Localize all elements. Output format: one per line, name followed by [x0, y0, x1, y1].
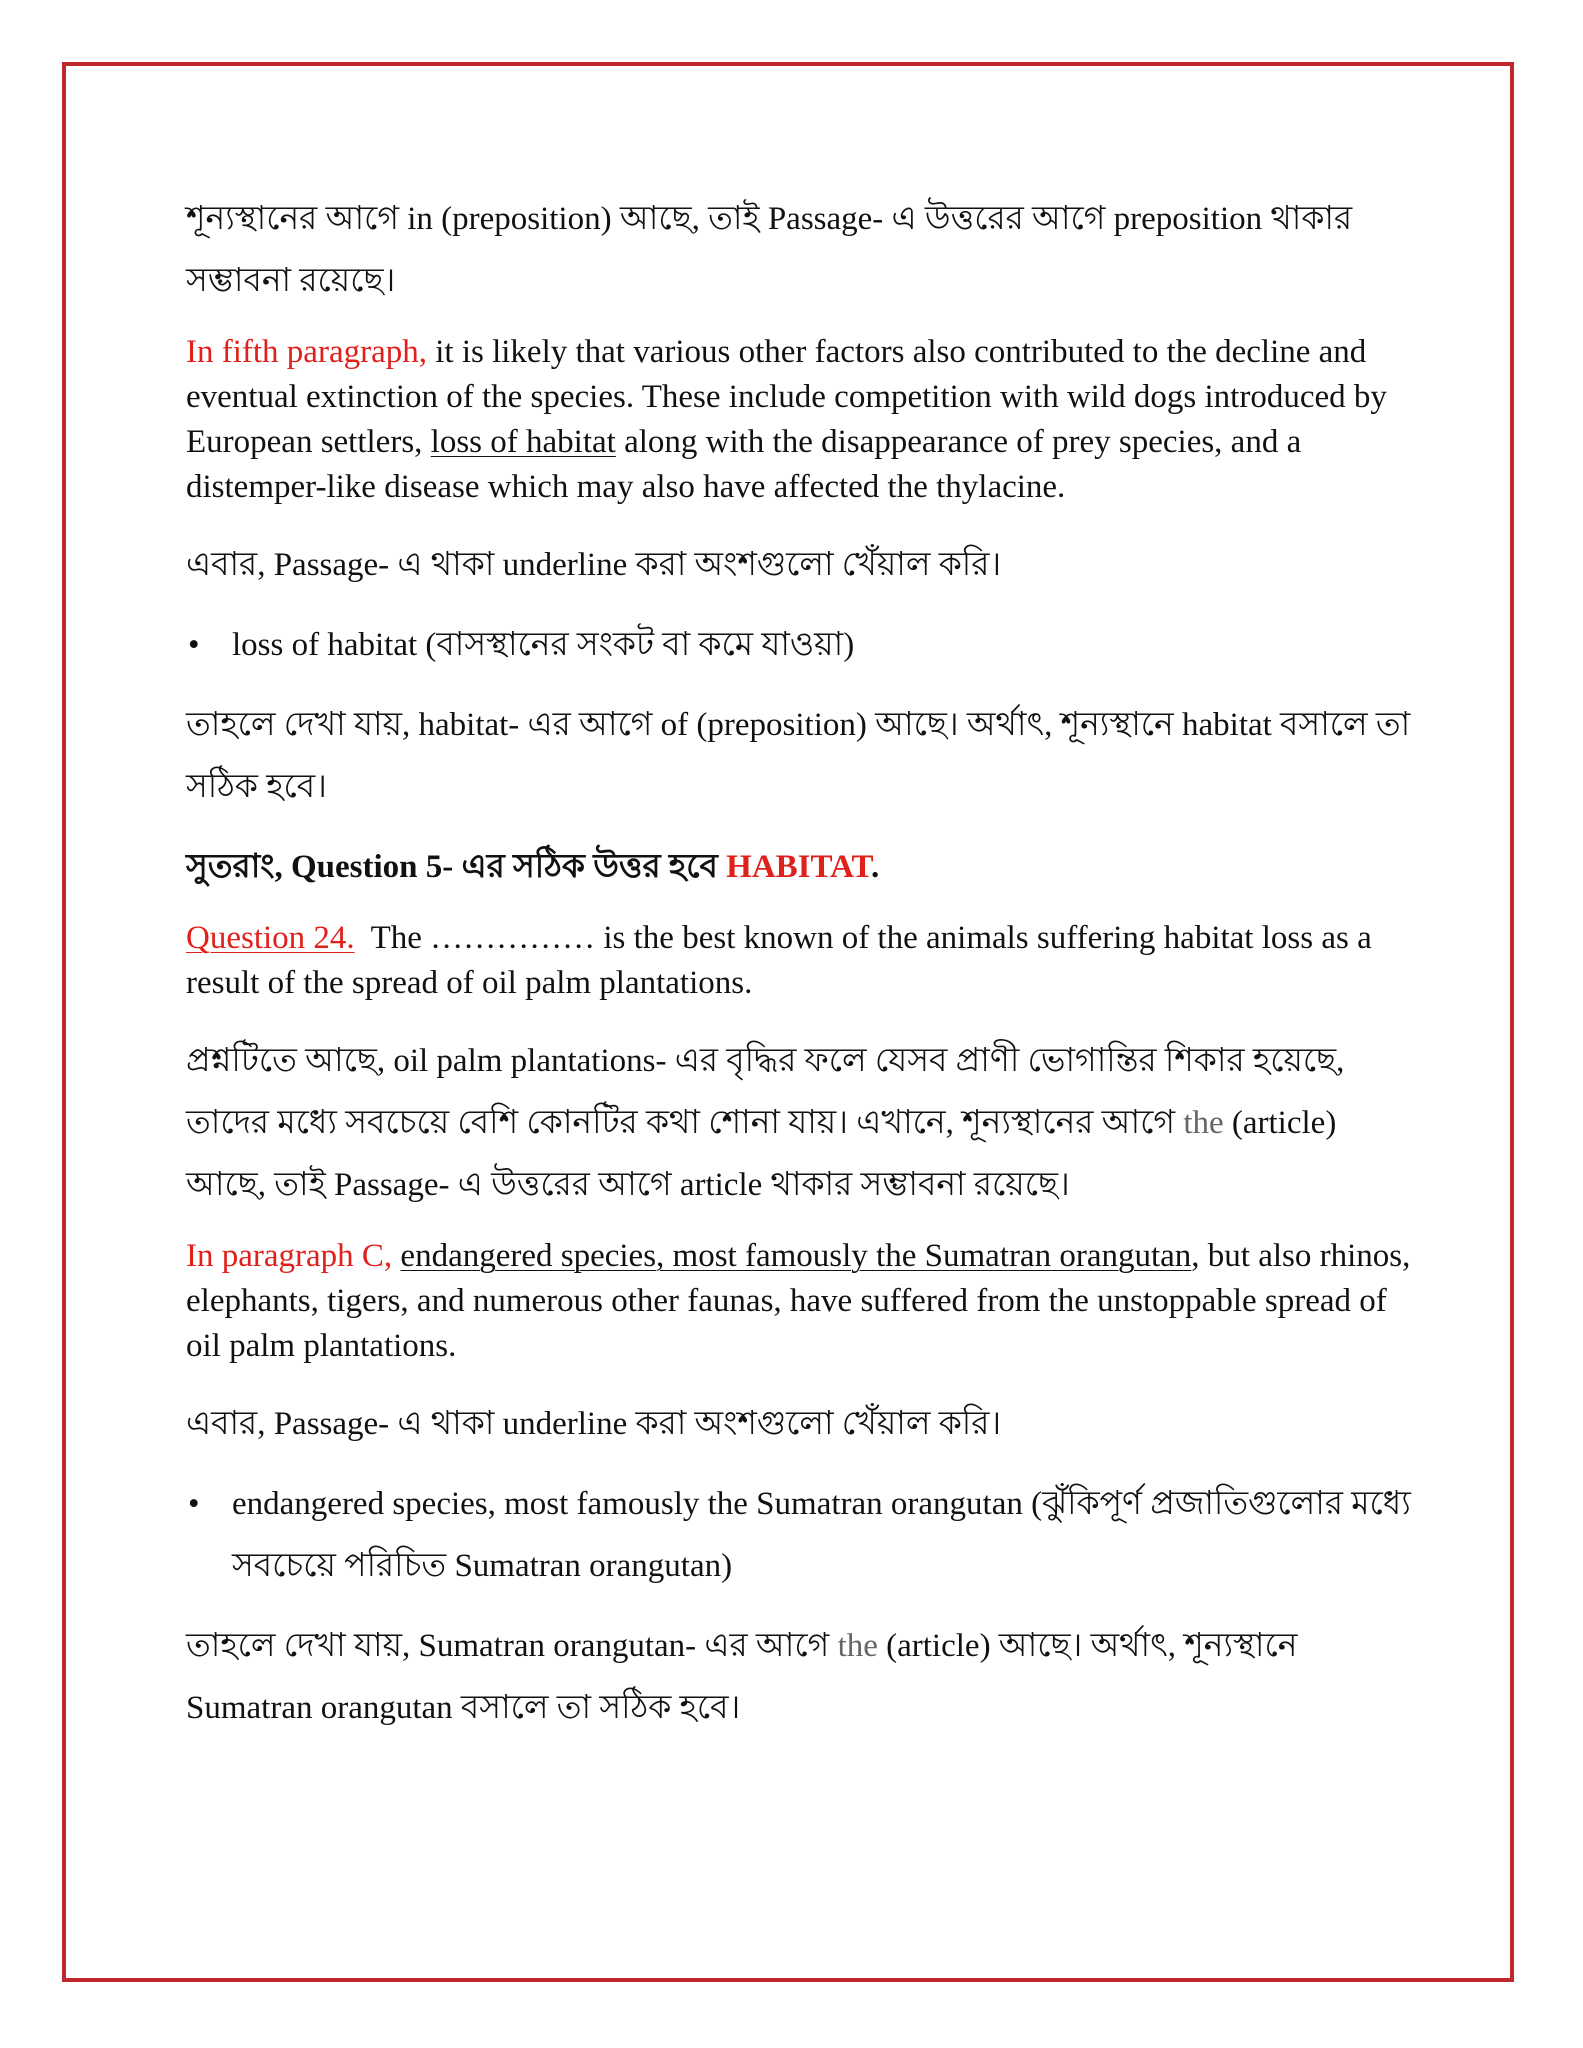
instruction-note: এবার, Passage- এ থাকা underline করা অংশগুলো খেঁয়াল করি। [186, 1406, 1002, 1442]
underlined-phrase: loss of habitat [430, 424, 616, 460]
passage-quote-paragraph-c: In paragraph C, endangered species, most famously the Sumatran orangutan, but also rhinos, elephants, tigers, and numerous other faunas, have suffered from the unstoppable spread of oil palm plantations. [186, 1238, 1411, 1364]
paragraph-reference: In fifth paragraph, [186, 334, 427, 370]
document-body [186, 188, 1416, 1739]
question-analysis-note: প্রশ্নটিতে আছে, oil palm plantations- এর বৃদ্ধির ফলে যেসব প্রাণী ভোগান্তির শিকার হয়েছে, তাদের মধ্যে সবচেয়ে বেশি কোনটির কথা শোনা যায়। এখানে, শূন্যস্থানের আগে the (article) আছে, তাই Passage- এ উত্তরের আগে article থাকার সম্ভাবনা রয়েছে। [186, 1043, 1345, 1203]
bullet-item: • loss of habitat (বাসস্থানের সংকট বা কমে যাওয়া) [186, 614, 1416, 676]
underlined-phrase: endangered species, most famously the Sumatran orangutan [400, 1238, 1192, 1274]
conclusion-note: তাহলে দেখা যায়, habitat- এর আগে of (preposition) আছে। অর্থাৎ, শূন্যস্থানে habitat বসালে তা সঠিক হবে। [186, 707, 1411, 805]
paragraph-reference: In paragraph C, [186, 1238, 393, 1274]
passage-quote-fifth-paragraph: In fifth paragraph, it is likely that various other factors also contributed to the decline and eventual extinction of the species. These include competition with wild dogs introduced by European settlers, loss of habitat along with the disappearance of prey species, and a distemper-like disease which may also have affected the thylacine. [186, 334, 1387, 505]
answer-value: HABITAT [726, 849, 872, 885]
conclusion-note: তাহলে দেখা যায়, Sumatran orangutan- এর আগে the (article) আছে। অর্থাৎ, শূন্যস্থানে Sumatran orangutan বসালে তা সঠিক হবে। [186, 1628, 1298, 1726]
paragraph-preposition-note: শূন্যস্থানের আগে in (preposition) আছে, তাই Passage- এ উত্তরের আগে preposition থাকার সম্ভাবনা রয়েছে। [186, 201, 1353, 299]
question-number: Question 24. [186, 920, 355, 956]
answer-statement: সুতরাং, Question 5- এর সঠিক উত্তর হবে HABITAT. [186, 849, 880, 885]
bullet-item: • endangered species, most famously the Sumatran orangutan (ঝুঁকিপূর্ণ প্রজাতিগুলোর মধ্যে সবচেয়ে পরিচিত Sumatran orangutan) [186, 1473, 1416, 1597]
question-statement: Question 24. The …………… is the best known of the animals suffering habitat loss as a result of the spread of oil palm plantations. [186, 920, 1380, 1001]
instruction-note: এবার, Passage- এ থাকা underline করা অংশগুলো খেঁয়াল করি। [186, 547, 1002, 583]
